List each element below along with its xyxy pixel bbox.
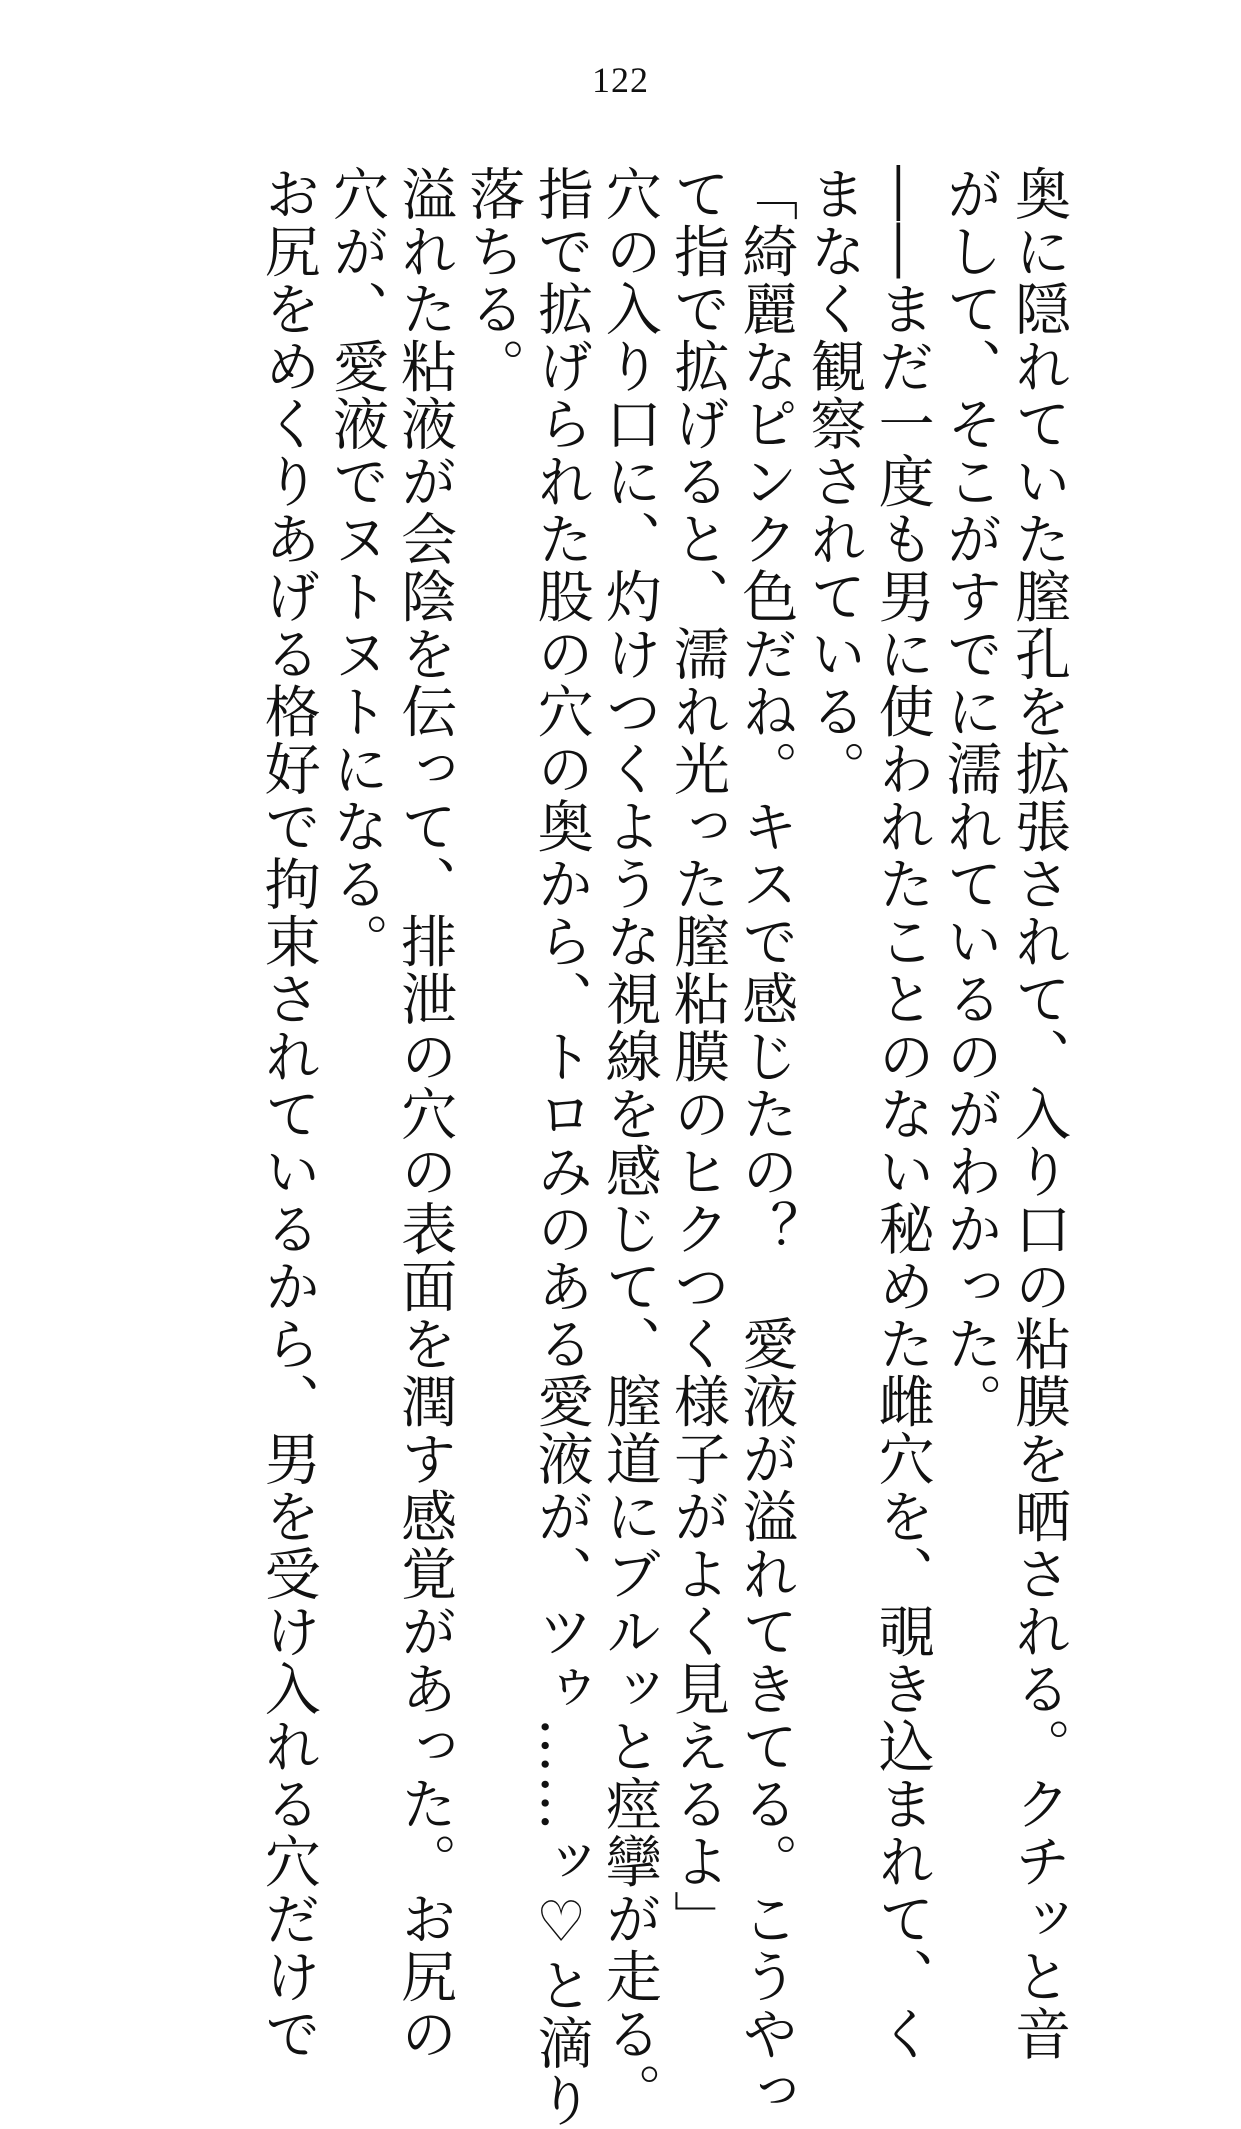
- text-line: 溢れた粘液が会陰を伝って、排泄の穴の表面を潤す感覚があった。お尻の: [392, 165, 458, 2063]
- text-line: 奥に隠れていた膣孔を拡張されて、入り口の粘膜を晒される。クチッと音: [1006, 165, 1071, 2063]
- text-line: て指で拡げると、濡れ光った膣粘膜のヒクつく様子がよく見えるよ」: [664, 165, 730, 1948]
- text-line: ――まだ一度も男に使われたことのない秘めた雌穴を、覗き込まれて、く: [869, 165, 935, 2063]
- text-line: 落ちる。: [460, 165, 526, 395]
- text-line: 穴が、愛液でヌトヌトになる。: [323, 165, 389, 970]
- page-number: 122: [592, 60, 649, 100]
- text-line: 穴の入り口に、灼けつくような視線を感じて、膣道にブルッと痙攣が走る。: [596, 165, 662, 2120]
- text-line: お尻をめくりあげる格好で拘束されているから、男を受け入れる穴だけで: [255, 165, 321, 2063]
- text-line: がして、そこがすでに濡れているのがわかった。: [937, 165, 1003, 1430]
- text-line: 指で拡げられた股の穴の奥から、トロみのある愛液が、ツゥ……ッ♡と滴り: [528, 165, 594, 2129]
- vertical-body-text: [252, 165, 1072, 2129]
- text-line: まなく観察されている。: [801, 165, 867, 798]
- text-line: 「綺麗なピンク色だね。キスで感じたの？ 愛液が溢れてきてる。こうやっ: [733, 165, 799, 2120]
